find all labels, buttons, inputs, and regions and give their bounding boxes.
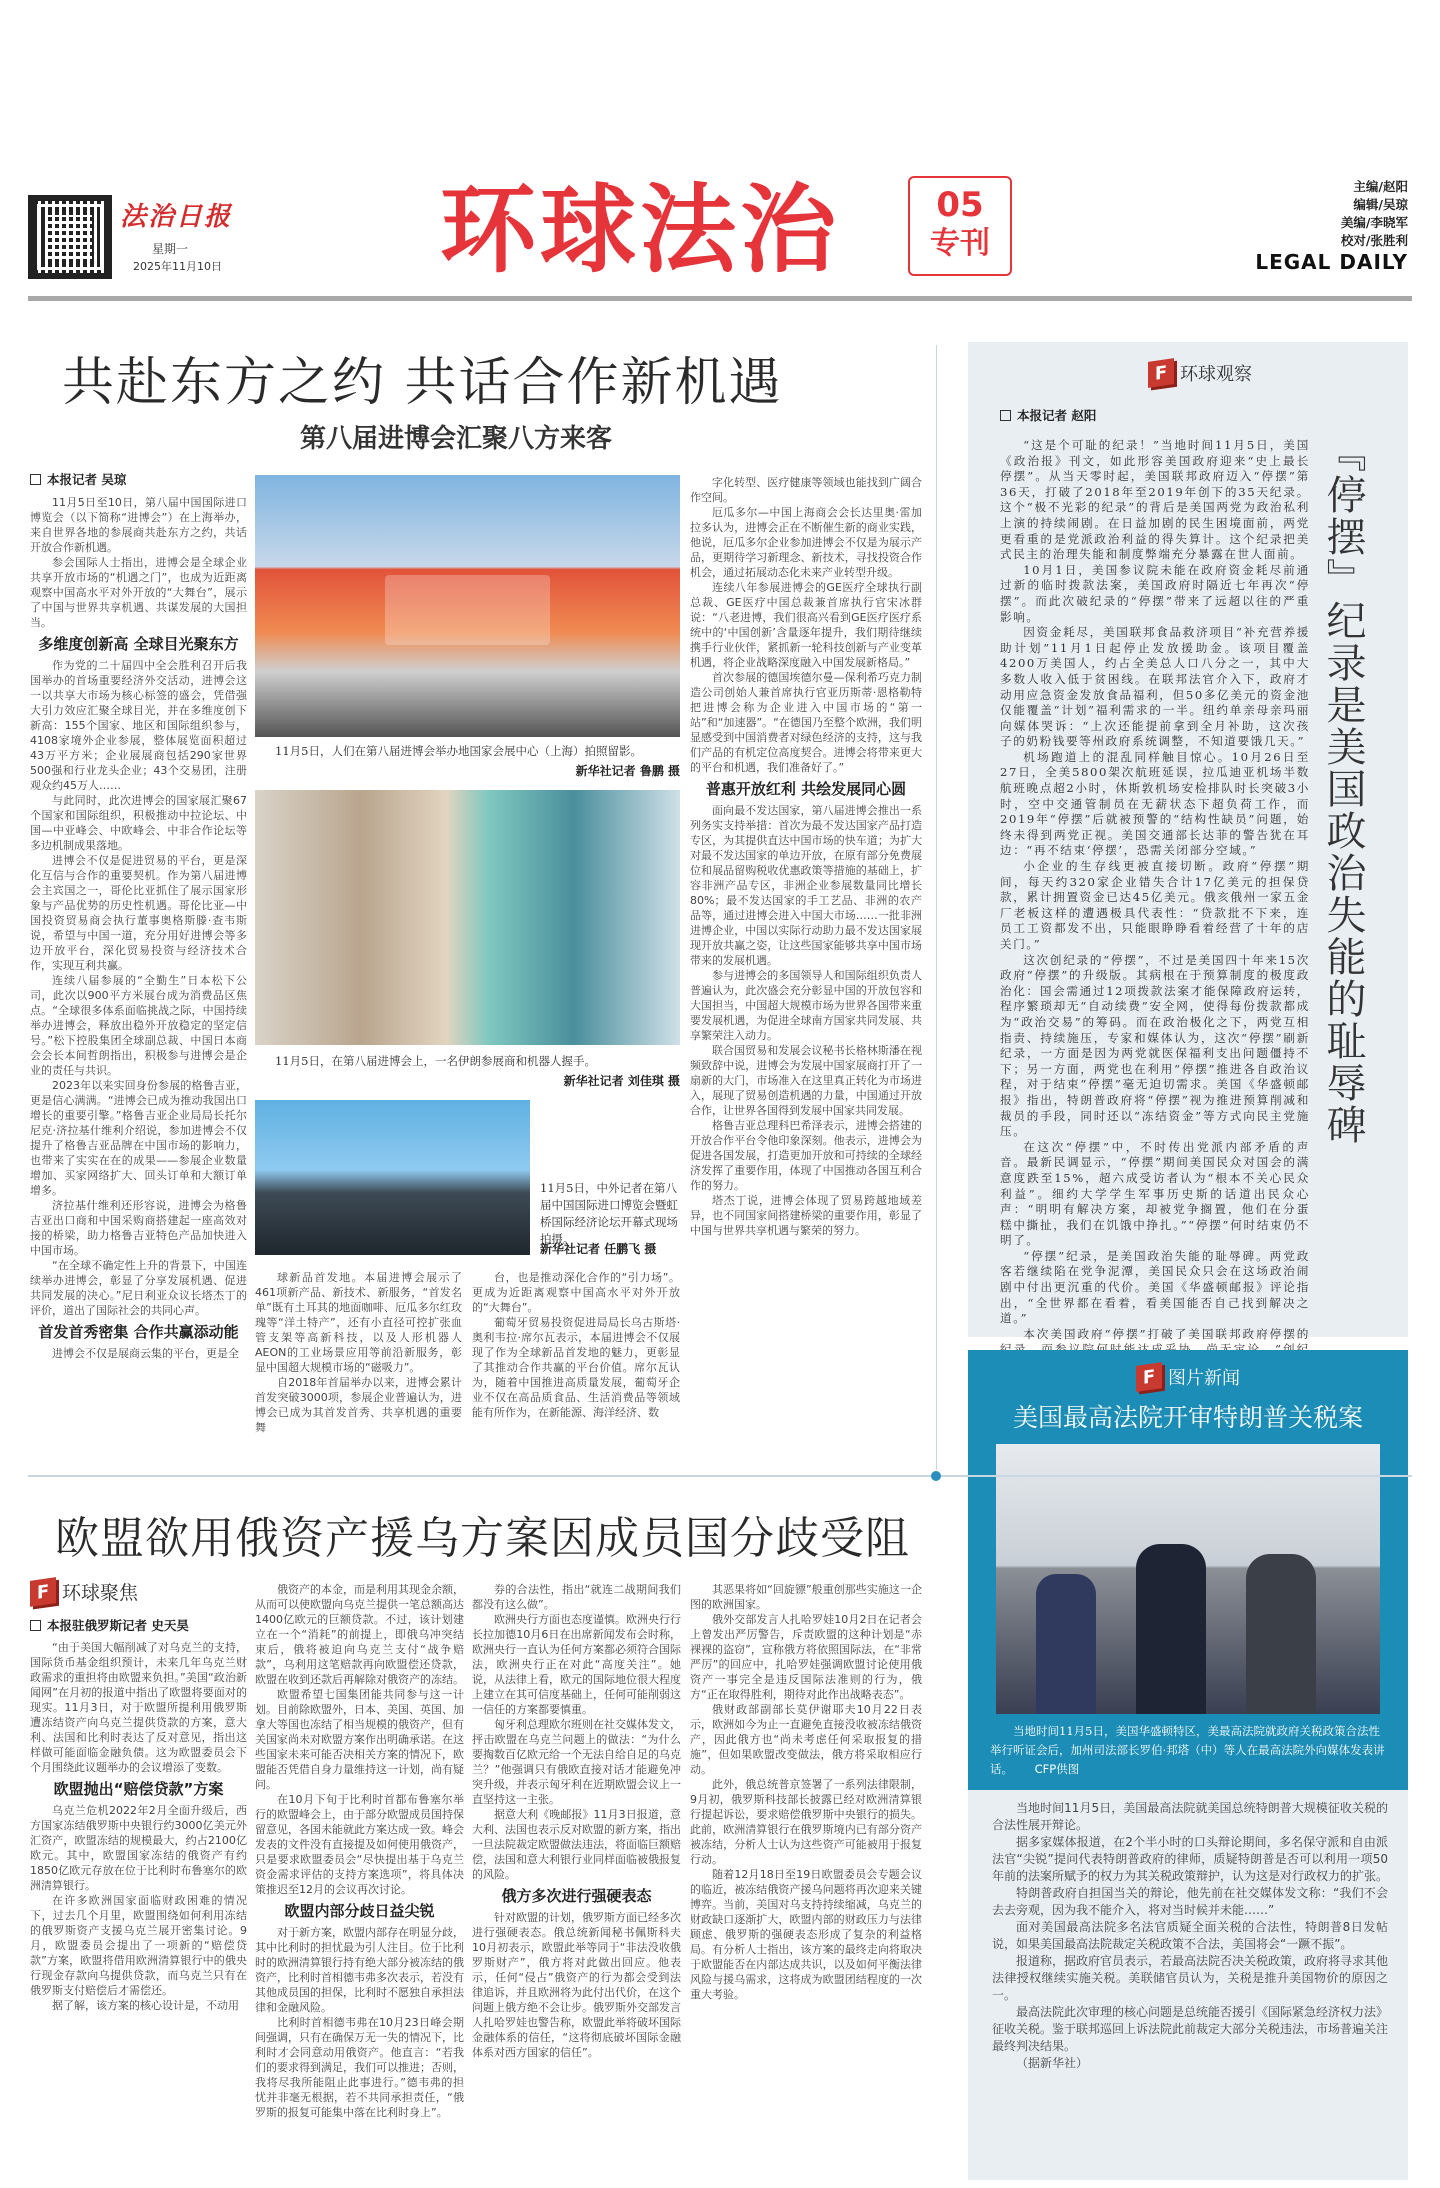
section-label: 图片新闻 [1168, 1368, 1240, 1389]
photo-credit: 新华社记者 鲁鹏 摄 [575, 764, 680, 778]
photo-press-opening [255, 1100, 530, 1255]
paragraph: 欧洲央行方面也态度谨慎。欧洲央行行长拉加德10月6日在出席新闻发布会时称，欧洲央行一直认为任何方案都必须符合国际法，欧洲央行正在对此“高度关注”。她说，从法律上看，欧元的国际地位很大程度上建立在其可信度基础上，任何可能削弱这一信任的方案都要慎重。 [472, 1613, 681, 1716]
paragraph: 台，也是推动深化合作的“引力场”。更成为近距离观察中国高水平对外开放的“大舞台”。 [472, 1271, 680, 1314]
paragraph: 格鲁吉亚总理科巴希泽表示，进博会搭建的开放合作平台令他印象深刻。他表示，进博会为促进各国发展，打造更加开放和可持续的全球经济发挥了重要作用，体现了中国推动各国互利合作的努力。 [690, 1119, 922, 1192]
photo-ciie-venue [255, 475, 680, 737]
section-tag [1148, 360, 1252, 386]
paragraph: 字化转型、医疗健康等领域也能找到广阔合作空间。 [690, 476, 922, 504]
qr-code[interactable] [28, 195, 112, 279]
divider-dot [931, 1471, 941, 1481]
paragraph: 这次创纪录的“停摆”，不过是美国四十年来15次政府“停摆”的升级版。其病根在于预算制度的极度政治化：国会需通过12项拨款法案才能保障政府运转，程序繁琐却无“自动续费”安全网，使得每份拨款都成为“政治交易”的筹码。而在政治极化之下，两党互相指责、持续施压，专家和媒体认为，这次“停摆”刷新纪录，一方面是因为两党就医保福利支出问题僵持不下；另一方面，两党也在利用“停摆”推进各自政治议程，对于结束“停摆”毫无迫切需求。美国《华盛顿邮报》指出，特朗普政府将“停摆”视为推进预算削减和裁员的手段，同时还以“冻结资金”等方式向民主党施压。 [1000, 952, 1310, 1139]
paragraph: 据了解，该方案的核心设计是，不动用 [52, 1999, 239, 2012]
paragraph: 俄财政部副部长莫伊谢耶夫10月22日表示，欧洲如今为止一直避免直接没收被冻结俄资产，因此俄方也“尚未考虑任何采取报复的措施”，但如果欧盟改变做法，俄方将采取相应行动。 [690, 1703, 922, 1776]
paragraph: 乌克兰危机2022年2月全面升级后，西方国家冻结俄罗斯中央银行约3000亿美元外汇资产，欧盟冻结的规模最大，约占2100亿欧元。其中，欧盟国家冻结的俄资产有约1850亿欧元存放在位于比利时布鲁塞尔的欧洲清算银行。 [30, 1804, 247, 1892]
paragraph: 10月1日，美国参议院未能在政府资金耗尽前通过新的临时拨款法案，美国政府时隔近七年再次“停摆”。而此次破纪录的“停摆”带来了远超以往的严重影响。 [1000, 562, 1310, 624]
lead-column-4 [690, 475, 922, 1467]
photo-caption: 11月5日，中外记者在第八届中国国际进口博览会暨虹桥国际经济论坛开幕式现场拍摄。 [540, 1181, 678, 1246]
photo-caption: 11月5日，在第八届进博会上，一名伊朗参展商和机器人握手。 [275, 1054, 596, 1068]
paragraph: 本次美国政府“停摆”打破了美国联邦政府停摆的 [1023, 1326, 1310, 1341]
bottom-headline: 欧盟欲用俄资产援乌方案因成员国分歧受阻 [55, 1513, 910, 1564]
section-tag [968, 1364, 1408, 1390]
lead-column-2 [255, 1270, 462, 1467]
lead-headline: 共赴东方之约 共话合作新机遇 [62, 353, 783, 413]
paragraph: 据意大利《晚邮报》11月3日报道，意大利、法国也表示反对欧盟的新方案，指出一旦法院裁定欧盟做法违法，将面临巨额赔偿，法国和意大利银行业同样面临被俄报复的风险。 [472, 1808, 681, 1881]
bottom-column-4 [690, 1582, 922, 2180]
paragraph: 厄瓜多尔—中国上海商会会长达里奥·雷加拉多认为，进博会正在不断催生新的商业实践，他说，厄瓜多尔企业参加进博会不仅是为展示产品，更期待学习新理念、新技术，寻找投资合作机会，通过拓展动态化未来产业转型升级。 [690, 506, 922, 579]
paragraph: 匈牙利总理欧尔班则在社交媒体发文，抨击欧盟在乌克兰问题上的做法：“为什么要掏数百亿欧元给一个无法自给自足的乌克兰？”他强调只有俄欧直接对话才能避免冲突升级，并表示匈牙利在近期欧盟会议上一直坚持这一主张。 [472, 1718, 681, 1806]
section-tag [30, 1578, 138, 1605]
paragraph: 进博会不仅是展商云集的平台，更是全 [52, 1347, 239, 1360]
paragraph: “在全球不确定性上升的背景下，中国连续举办进博会，彰显了分享发展机遇、促进共同发展的决心。”尼日利亚众议长塔杰丁的评价，道出了国际社会的共同心声。 [30, 1259, 247, 1317]
sidebar-body [1000, 438, 1310, 1341]
paragraph: 面对美国最高法院多名法官质疑全面关税的合法性，特朗普8日发帖说，如果美国最高法院裁定关税政策不合法，美国将会“一蹶不振”。 [992, 1920, 1388, 1951]
header-rule [28, 296, 1412, 301]
paragraph: 随着12月18日至19日欧盟委员会专题会议的临近，被冻结俄资产援乌问题将再次迎来关键博弈。当前，美国对乌支持持续缩减，乌克兰的财政缺口逐渐扩大，欧盟内部的财政压力与法律顾虑、俄罗斯的强硬表态形成了复杂的利益格局。有分析人士指出，该方案的最终走向将取决于欧盟能否在内部达成共识，以及如何平衡法律风险与援乌需求，这将成为欧盟团结程度的一次重大考验。 [690, 1868, 922, 2001]
paragraph: 券的合法性，指出“就连二战期间我们都没有这么做”。 [472, 1583, 681, 1611]
paragraph: 因资金耗尽，美国联邦食品救济项目“补充营养援助计划”11月1日起停止发放援助金。该项目覆盖4200万美国人，约占全美总人口八分之一，其中大多数人收入低于贫困线。在联邦法官介入下，政府才动用应急资金发放食品福利，但50多亿美元的资金池仅能覆盖“计划”福利需求的一半。纽约单亲母亲玛丽向媒体哭诉：“上次还能提前拿到全月补助，这次孩子的奶粉钱要等州政府系统调整，不知道要饿几天。” [1000, 625, 1310, 749]
paragraph: 此外，俄总统普京签署了一系列法律限制，9月初，俄罗斯科技部长披露已经对欧洲清算银行提起诉讼，要求赔偿俄罗斯中央银行的损失。此前，欧洲清算银行在俄罗斯境内已有部分资产被冻结，分析人士认为这些资产可能被用于报复行动。 [690, 1778, 922, 1866]
paragraph: 比利时首相德韦弗在10月23日峰会期间强调，只有在确保万无一失的情况下，比利时才会同意动用俄资产。他直言：“若我们的要求得到满足，我们可以推进；否则，我将尽我所能阻止此事进行。”德韦弗的担忧并非毫无根据，若不共同承担责任，“俄罗斯的报复可能集中落在比利时身上”。 [255, 2016, 464, 2119]
picture-news-title: 美国最高法院开审特朗普关税案 [1012, 1403, 1363, 1432]
issue-date: 2025年11月10日 [133, 260, 222, 273]
issue-type: 专刊 [930, 226, 990, 261]
weekday: 星期一 [152, 242, 189, 256]
credit-line: 校对/张胜利 [1340, 233, 1408, 248]
picture-news-caption: 当地时间11月5日，美国华盛顿特区，美最高法院就政府关税政策合法性举行听证会后，加州司法部长罗伯·邦塔（中）等人在最高法院外向媒体发表讲话。 [990, 1724, 1385, 1776]
bottom-column-2 [255, 1582, 464, 2180]
paragraph: 参会国际人士指出，进博会是全球企业共享开放市场的“机遇之门”，也成为近距离观察中国高水平对外开放的“大舞台”，展示了中国与世界共享机遇、共谋发展的大国担当。 [30, 556, 247, 629]
lead-column-3 [472, 1270, 680, 1467]
editor-credits [1341, 178, 1408, 250]
sidebar-headline: 『停摆』纪录是美国政治失能的耻辱碑 [1320, 432, 1366, 1146]
photo-caption: 11月5日，人们在第八届进博会举办地国家会展中心（上海）拍照留影。 [275, 744, 642, 758]
paragraph: 塔杰丁说，进博会体现了贸易跨越地域差异，也不同国家间搭建桥梁的重要作用，彰显了中国与世界共享机遇与繁荣的努力。 [690, 1194, 922, 1237]
subheading: 欧盟内部分歧日益尖锐 [284, 1902, 435, 1920]
paragraph: 联合国贸易和发展会议秘书长格林斯潘在视频致辞中说，进博会为发展中国家展商打开了一扇新的大门，市场准入在这里真正转化为市场进入，展现了贸易创造机遇的力量，中国通过开放合作，让世界各国得到发展中国家共同发展。 [690, 1044, 922, 1117]
paragraph: 在这次“停摆”中，不时传出党派内部矛盾的声音。最新民调显示，“停摆”期间美国民众对国会的满意度跌至15%，超六成受访者认为“根本不关心民众利益”。细约大学学生军事历史斯的话道出民众心声：“明明有解决方案，却被党争搁置，他们在分蛋糕中撕扯，我们在饥饿中挣扎。”“停摆”何时结束仍不明了。 [1000, 1139, 1310, 1248]
paragraph: 俄资产的本金，而是利用其现金余额，从而可以使欧盟向乌克兰提供一笔总额高达1400亿欧元的巨额贷款。不过，该计划建立在一个“消耗”的前提上，即俄乌冲突结束后，俄将被迫向乌克兰支付“战争赔款”，乌利用这笔赔款再向欧盟偿还贷款，欧盟在收到还款后再解除对俄资产的冻结。 [255, 1583, 464, 1686]
paragraph: “由于美国大幅削减了对乌克兰的支持，国际货币基金组织预计，未来几年乌克兰财政需求的重担将由欧盟来负担。”美国“政治新闻网”在月初的报道中指出了欧盟将要面对的现实。11月3日，对于欧盟所提利用俄罗斯遭冻结资产向乌克兰提供贷款的方案，意大利、法国和比利时表达了反对意见，指出这样做可能面临金融负债。这为欧盟委员会下个月围绕此议题举办的会议增添了变数。 [30, 1641, 247, 1774]
issue-number: 05 [936, 185, 984, 225]
paragraph: 面向最不发达国家，第八届进博会推出一系列务实支持举措：首次为最不发达国家产品打造专区，为其提供直达中国市场的快车道；为扩大对最不发达国家的单边开放，在原有部分免费展位和展品留购税收优惠政策等措施的基础上，扩容非洲产品专区，非洲企业参展数量同比增长80%；最不发达国家的手工艺品、非洲的农产品等，通过进博会进入中国大市场……一批非洲进博企业，中国以实际行动助力最不发达国家展现开放共赢之姿，让这些国家能够共享中国市场带来的发展机遇。 [690, 804, 922, 967]
paragraph: “停摆”纪录，是美国政治失能的耻辱碑。两党政客若继续陷在党争泥潭，美国民众只会在这场政治闹剧中付出更沉重的代价。美国《华盛顿邮报》评论指出，“全世界都在看着，看美国能否自己找到解决之道。” [1000, 1248, 1310, 1326]
lead-subtitle: 第八届进博会汇聚八方来客 [300, 424, 613, 454]
section-label: 环球聚焦 [62, 1582, 139, 1604]
subheading: 多维度创新高 全球目光聚东方 [38, 635, 239, 653]
lead-byline: 本报记者 吴琼 [30, 470, 126, 488]
paragraph: 与此同时，此次进博会的国家展汇聚67个国家和国际组织，积极推动中拉论坛、中国—中亚峰会、中欧峰会、中非合作论坛等多边机制成果落地。 [30, 794, 247, 852]
paragraph: 当地时间11月5日，美国最高法院就美国总统特朗普大规模征收关税的合法性展开辩论。 [992, 1801, 1388, 1832]
paragraph: 机场跑道上的混乱同样触目惊心。10月26日至27日，全美5800架次航班延误，拉瓜迪亚机场半数航班晚点超2小时，休斯敦机场安检排队时长突破3小时，空中交通管制员在无薪状态下超负荷工作，而2019年“停摆”后就被预警的“结构性缺员”问题，始终未得到两党正视。美国交通部长达菲的警告犹在耳边：“再不结束‘停摆’，恐需关闭部分空域。” [1000, 749, 1310, 858]
paragraph: 据多家媒体报道，在2个半小时的口头辩论期间，多名保守派和自由派法官“尖锐”提问代表特朗普政府的律师，质疑特朗普是否可以利用一项50年前的法案所赋予的权力为其关税政策辩护，认为这是对行政权力的扩张。 [992, 1835, 1389, 1883]
sidebar-byline: 本报记者 赵阳 [1000, 406, 1096, 424]
subheading: 欧盟抛出“赔偿贷款”方案 [53, 1780, 224, 1798]
subheading: 首发首秀密集 合作共赢添动能 [38, 1323, 239, 1341]
credit-line: 美编/李晓军 [1340, 215, 1408, 230]
paragraph: 自2018年首届举办以来，进博会累计首发突破3000项，参展企业普遍认为，进博会已成为其首发首秀、共享机遇的重要舞 [255, 1376, 462, 1434]
lead-column-1 [30, 495, 247, 1467]
photo-credit: 新华社记者 刘佳琪 摄 [563, 1074, 680, 1088]
paragraph: 首次参展的德国埃德尔曼—保利希巧克力制造公司创始人兼首席执行官亚历斯蒂·恩格勒特把进博会称为企业进入中国市场的“第一站”和“加速器”。“在德国乃至整个欧洲，我们明显感受到中国消费者对绿色经济的支持，这与我们产品的有机定位高度契合。进博会将带来更大的平台和机遇，我们准备好了。” [690, 671, 922, 774]
paragraph: 欧盟希望七国集团能共同参与这一计划。目前除欧盟外，日本、美国、英国、加拿大等国也冻结了相当规模的俄资产，但有关国家尚未对欧盟方案作出明确承诺。在这些国家未来可能否决相关方案的情况下，欧盟能否凭借自身力量维持这一计划，尚有疑问。 [255, 1688, 464, 1791]
paragraph: 其恶果将如“回旋镖”般重创那些实施这一企图的欧洲国家。 [690, 1583, 922, 1611]
paragraph: 俄外交部发言人扎哈罗娃10月2日在记者会上曾发出严厉警告，斥责欧盟的这种计划是“赤裸裸的盗窃”，宣称俄方将依照国际法，在“非常严厉”的回应中，扎哈罗娃强调欧盟讨论使用俄资产一事完全是违反国际法准则的行为，俄方“正在取得胜利，期待对此作出战略表态”。 [690, 1613, 922, 1701]
paragraph: 针对欧盟的计划，俄罗斯方面已经多次进行强硬表态。俄总统新闻秘书佩斯科夫10月初表示，欧盟此举等同于“非法没收俄罗斯财产”，俄方将对此做出回应。他表示，任何“侵占”俄资产的行为都会受到法律追诉，并且欧洲将为此付出代价，在这个问题上俄方绝不会让步。俄罗斯外交部发言人扎哈罗娃也警告称，欧盟此举将破坏国际金融体系的信任，“这将彻底破坏国际金融体系对西方国家的信任”。 [472, 1911, 681, 2059]
photo-robot-handshake [255, 790, 680, 1045]
paragraph: 连续八届参展的“全勤生”日本松下公司，此次以900平方米展台成为消费品区焦点。“全球很多体系面临挑战之际，中国持续举办进博会，释放出稳外开放稳定的坚定信号。”松下控股集团全球副总裁、中国日本商会会长本间哲朗指出，积极参与进博会是企业的责任与共识。 [30, 974, 247, 1077]
paragraph: 报道称，据政府官员表示，若最高法院否决关税政策，政府将寻求其他法律授权继续实施关税。美联储官员认为，关税是推升美国物价的原因之一。 [992, 1954, 1389, 2002]
paragraph: 进博会不仅是促进贸易的平台，更是深化互信与合作的重要契机。作为第八届进博会主宾国之一，哥伦比亚抓住了展示国家形象与产品优势的历史性机遇。哥伦比亚—中国投资贸易商会执行董事奥格斯滕·查韦斯说，希望与中国一道，充分用好进博会等多边开放平台，深化贸易投资与经济技术合作，实现互利共赢。 [30, 854, 247, 972]
credit-line: 编辑/吴琼 [1353, 197, 1408, 212]
paragraph: 球新品首发地。本届进博会展示了461项新产品、新技术、新服务，“首发名单”既有土耳其的地面咖啡、厄瓜多尔红玫瑰等“洋土特产”，还有小直径可控扩张血管支架等高新科技，以及人形机器人AEON的工业场景应用等前沿新服务，彰显中国超大规模市场的“磁吸力”。 [255, 1271, 462, 1374]
paragraph: 11月5日至10日，第八届中国国际进口博览会（以下简称“进博会”）在上海举办，来自世界各地的参展商共赴东方之约，共话开放合作新机遇。 [30, 496, 247, 554]
photo-supreme-court-press [996, 1444, 1380, 1714]
column-divider [936, 345, 937, 1470]
paragraph: 2023年以来实回身份参展的格鲁吉亚，更是信心满满。“进博会已成为推动我国出口增长的重要引擎。”格鲁吉亚企业局局长托尔尼克·济拉基什维利介绍说，参加进博会不仅提升了格鲁吉亚品牌在中国市场的影响力，也带来了实实在在的成果——参展企业数量增加、买家网络扩大、回头订单和大额订单增多。 [30, 1079, 247, 1197]
paragraph: 特朗普政府自担国当关的辩论，他先前在社交媒体发文称：“我们不会去去旁观，因为我不能介入，将对当时候并未能……” [992, 1886, 1388, 1917]
picture-news [968, 1350, 1408, 1790]
subheading: 俄方多次进行强硬表态 [501, 1887, 652, 1905]
bottom-column-1 [30, 1640, 247, 2180]
masthead: 环球法治 [440, 174, 840, 286]
paragraph: “这是个可耻的纪录！”当地时间11月5日，美国《政治报》刊文，如此形容美国政府迎来“史上最长停摆”。从当天零时起，美国联邦政府迈入“停摆”第36天，打破了2018年至2019年创下的35天纪录。这个“极不光彩的纪录”的背后是美国两党为政治私利上演的持续闹剧。在日益加剧的民生困境面前，两党更看重的是党派政治利益的得失算计。这个纪录把美式民主的治理失能和制度弊端充分暴露在世人面前。 [1000, 438, 1310, 562]
section-label: 环球观察 [1180, 364, 1252, 385]
section-logo-icon: F [1148, 358, 1174, 388]
picture-news-body [968, 1790, 1408, 2180]
section-divider [28, 1475, 1412, 1477]
paragraph: 在10月下旬于比利时首都布鲁塞尔举行的欧盟峰会上，由于部分欧盟成员国持保留意见，各国未能就此方案达成一致。峰会发表的文件没有直接提及如何使用俄资产，只是要求欧盟委员会“尽快提出基于乌克兰资金需求评估的支持方案选项”，将具体决策推迟至12月的会议再次讨论。 [255, 1793, 464, 1896]
bottom-column-3 [472, 1582, 681, 2180]
paragraph: 济拉基什维利还形容说，进博会为格鲁吉亚出口商和中国采购商搭建起一座高效对接的桥梁，助力格鲁吉亚特色产品加快进入中国市场。 [30, 1199, 247, 1257]
credit-line: 主编/赵阳 [1353, 179, 1408, 194]
subheading: 普惠开放红利 共绘发展同心圆 [705, 780, 907, 798]
photo-credit: CFP供图 [1034, 1762, 1080, 1776]
issue-badge [908, 176, 1012, 276]
paragraph: 对于新方案，欧盟内部存在明显分歧，其中比利时的担忧最为引人注目。位于比利时的欧洲清算银行持有绝大部分被冻结的俄资产，比利时首相德韦弗多次表示，若没有其他成员国的担保，比利时不愿独自承担法律和金融风险。 [255, 1926, 464, 2014]
paragraph: 葡萄牙贸易投资促进局局长乌古斯塔·奥利韦拉·席尔瓦表示，本届进博会不仅展现了作为全球新品首发地的魅力，更彰显了其推动合作共赢的平台价值。席尔瓦认为，随着中国推进高质量发展，葡萄牙企业不仅在高品质食品、生活消费品等领域能有所作为，在新能源、海洋经济、数 [472, 1316, 680, 1419]
paragraph: 连续八年参展进博会的GE医疗全球执行副总裁、GE医疗中国总裁兼首席执行官宋冰群说：“八老进博，我们很高兴看到GE医疗医疗系统中的‘中国创新’含量逐年提升，我们期待继续携手行业伙伴，紧抓新一轮科技创新与产业变革机遇，将企业战略深度融入中国发展新格局。” [690, 581, 922, 669]
paragraph: 小企业的生存线更被直接切断。政府“停摆”期间，每天约320家企业错失合计17亿美元的担保贷款，累计拥置资金已达45亿美元。俄亥俄州一家五金厂老板这样的遭遇极具代表性：“贷款批不下来，连员工工资都发不出，只能眼睁睁看着经营了十年的店关门。” [1000, 859, 1310, 951]
bottom-byline: 本报驻俄罗斯记者 史天昊 [30, 1616, 189, 1634]
section-logo-icon: F [1136, 1362, 1162, 1392]
paragraph: 在许多欧洲国家面临财政困难的情况下，过去几个月里，欧盟围绕如何利用冻结的俄罗斯资产支援乌克兰展开密集讨论。9月，欧盟委员会提出了一项新的“赔偿贷款”方案，欧盟将借用欧洲清算银行中的俄央行现金存款向乌提供贷款，而乌克兰只有在俄罗斯支付赔偿后才需偿还。 [30, 1894, 247, 1997]
photo-credit: 新华社记者 任鹏飞 摄 [540, 1242, 657, 1256]
paragraph: 参与进博会的多国领导人和国际组织负责人普遍认为，此次盛会充分彰显中国的开放包容和大国担当，中国超大规模市场为世界各国带来重要发展机遇，为促进全球南方国家共同发展、共享繁荣注入动力。 [690, 969, 922, 1042]
paragraph: （据新华社） [1016, 2056, 1089, 2070]
legal-daily-wordmark: LEGAL DAILY [1255, 250, 1408, 274]
paragraph: 最高法院此次审理的核心问题是总统能否援引《国际紧急经济权力法》征收关税。鉴于联邦巡回上诉法院此前裁定大部分关税违法，市场普遍关注最终判决结果。 [992, 2005, 1389, 2053]
section-logo-icon: F [30, 1577, 56, 1607]
paragraph: 作为党的二十届四中全会胜利召开后我国举办的首场重要经济外交活动，进博会这一以共享大市场为核心标签的盛会，凭借强大引力效应汇聚全球目光，并在多维度创下新高：155个国家、地区和国际组织参与，4108家境外企业参展，整体展览面积超过43万平方米；企业展展商包括290家世界500强和行业龙头企业；43个交易团，注册观众约45万人…… [30, 659, 247, 792]
paper-logo: 法治日报 [120, 202, 233, 232]
